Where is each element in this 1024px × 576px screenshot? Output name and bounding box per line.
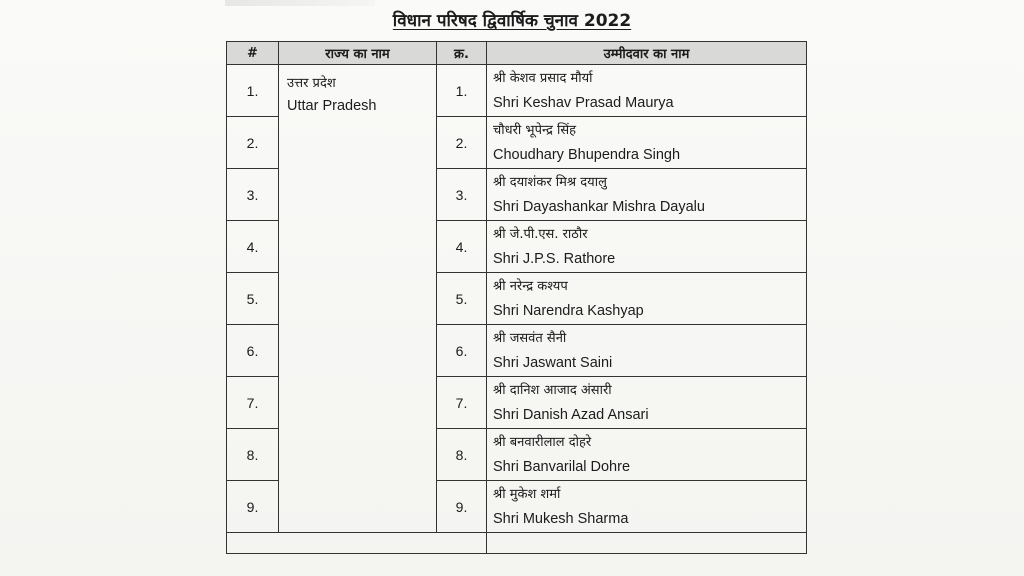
- serial-cell: 5.: [227, 273, 279, 325]
- header-candidate: उम्मीदवार का नाम: [487, 42, 807, 65]
- header-serial: #: [227, 42, 279, 65]
- serial-cell: 9.: [227, 481, 279, 533]
- page-title: [0, 8, 1024, 31]
- candidate-name-english: Shri Danish Azad Ansari: [493, 407, 649, 423]
- candidate-name-hindi: श्री जे.पी.एस. राठौर: [493, 227, 588, 242]
- candidate-cell: [487, 481, 807, 533]
- title-text: विधान परिषद द्विवार्षिक चुनाव 2022: [392, 11, 632, 31]
- candidate-name-english: Shri Narendra Kashyap: [493, 303, 644, 319]
- state-cell: [279, 65, 437, 533]
- serial-cell: 1.: [227, 65, 279, 117]
- serial-cell: 4.: [227, 221, 279, 273]
- candidate-name-hindi: श्री जसवंत सैनी: [493, 331, 567, 346]
- candidate-name-hindi: चौधरी भूपेन्द्र सिंह: [493, 123, 577, 138]
- top-smudge: [225, 0, 375, 6]
- candidate-cell: [487, 221, 807, 273]
- candidate-name-hindi: श्री केशव प्रसाद मौर्या: [493, 71, 593, 86]
- candidates-table: [226, 41, 807, 554]
- candidate-name-hindi: श्री दानिश आजाद अंसारी: [493, 383, 612, 398]
- candidate-name-english: Shri Jaswant Saini: [493, 355, 613, 371]
- footer-row: [227, 533, 807, 554]
- candidate-name-english: Shri Dayashankar Mishra Dayalu: [493, 199, 705, 215]
- header-row: [227, 42, 807, 65]
- kr-cell: 6.: [437, 325, 487, 377]
- candidate-cell: [487, 169, 807, 221]
- footer-cell-right: [487, 533, 807, 554]
- table-row: [227, 65, 807, 117]
- kr-cell: 9.: [437, 481, 487, 533]
- candidate-name-hindi: श्री बनवारीलाल दोहरे: [493, 435, 592, 450]
- header-kr: क्र.: [437, 42, 487, 65]
- candidate-name-english: Shri Mukesh Sharma: [493, 511, 629, 527]
- candidate-name-hindi: श्री दयाशंकर मिश्र दयालु: [493, 175, 607, 190]
- candidate-name-english: Choudhary Bhupendra Singh: [493, 147, 681, 163]
- serial-cell: 2.: [227, 117, 279, 169]
- candidate-name-english: Shri Banvarilal Dohre: [493, 459, 631, 475]
- kr-cell: 1.: [437, 65, 487, 117]
- footer-cell-left: [227, 533, 487, 554]
- kr-cell: 7.: [437, 377, 487, 429]
- state-name-hindi: उत्तर प्रदेश: [287, 76, 336, 91]
- candidate-name-english: Shri J.P.S. Rathore: [493, 251, 616, 267]
- candidate-name-hindi: श्री नरेन्द्र कश्यप: [493, 279, 568, 294]
- candidate-cell: [487, 273, 807, 325]
- kr-cell: 8.: [437, 429, 487, 481]
- candidate-cell: [487, 429, 807, 481]
- kr-cell: 2.: [437, 117, 487, 169]
- serial-cell: 7.: [227, 377, 279, 429]
- kr-cell: 3.: [437, 169, 487, 221]
- candidate-name-hindi: श्री मुकेश शर्मा: [493, 487, 561, 502]
- serial-cell: 8.: [227, 429, 279, 481]
- candidate-name-english: Shri Keshav Prasad Maurya: [493, 95, 674, 111]
- table-body: [227, 65, 807, 554]
- candidate-cell: [487, 117, 807, 169]
- candidate-cell: [487, 325, 807, 377]
- state-name-english: Uttar Pradesh: [287, 98, 377, 114]
- header-state: राज्य का नाम: [279, 42, 437, 65]
- candidate-cell: [487, 65, 807, 117]
- serial-cell: 6.: [227, 325, 279, 377]
- kr-cell: 4.: [437, 221, 487, 273]
- serial-cell: 3.: [227, 169, 279, 221]
- kr-cell: 5.: [437, 273, 487, 325]
- candidate-cell: [487, 377, 807, 429]
